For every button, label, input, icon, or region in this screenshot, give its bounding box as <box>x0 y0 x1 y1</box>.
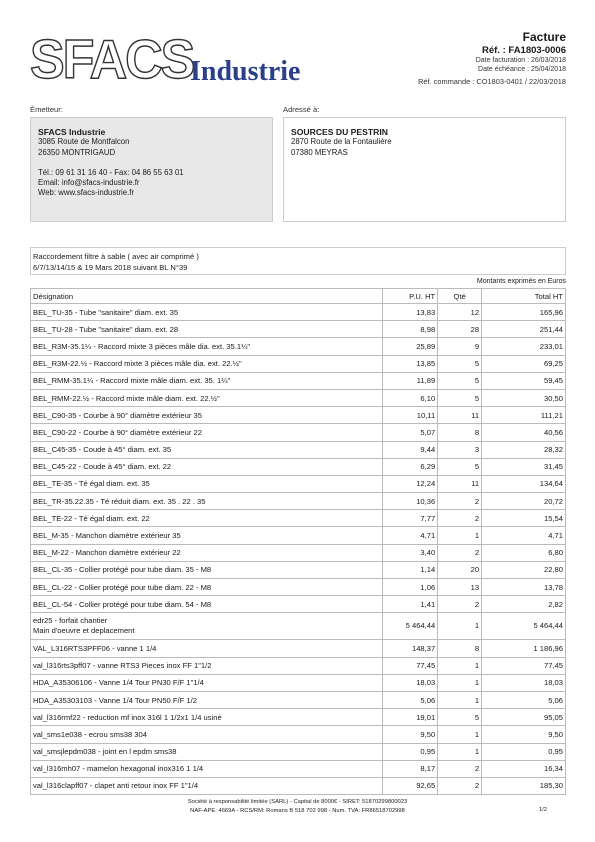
cell-quantity: 1 <box>438 743 482 760</box>
table-row <box>31 657 566 674</box>
cell-unit-price: 5,06 <box>383 691 438 708</box>
footer-line1: Société à responsabilité limitée (SARL) - Capital de 8000€ - SIRET: 51870299800023 <box>187 799 408 805</box>
table-row <box>31 355 566 372</box>
cell-quantity: 2 <box>438 510 482 527</box>
cell-total: 69,25 <box>482 355 566 372</box>
cell-designation <box>31 613 383 640</box>
currency-note: Montants exprimés en Euros <box>476 278 566 285</box>
col-unit-price: P.U. HT <box>383 289 438 304</box>
cell-total: 16,34 <box>482 760 566 777</box>
invoice-lines-table <box>30 288 566 795</box>
cell-quantity: 28 <box>438 321 482 338</box>
cell-total: 5 464,44 <box>482 613 566 640</box>
logo-brand: Industrie <box>190 56 301 87</box>
table-row <box>31 777 566 794</box>
cell-designation: val_l316rmf22 - reduction mf inox 316l 1 1/2x1 1/4 usiné <box>31 709 383 726</box>
cell-designation: HDA_A35303103 - Vanne 1/4 Tour PN50 F/F 1/2 <box>31 691 383 708</box>
cell-designation: BEL_C90-35 - Courbe à 90° diamètre extérieur 35 <box>31 407 383 424</box>
cell-designation: val_l316mh07 - mamelon hexagonal inox316 1 1/4 <box>31 760 383 777</box>
cell-unit-price: 9,50 <box>383 726 438 743</box>
col-total: Total HT <box>482 289 566 304</box>
company-logo <box>30 29 320 91</box>
cell-designation: val_smsjlepdm038 - joint en l epdm sms38 <box>31 743 383 760</box>
recipient-label: Adressé à: <box>283 105 320 114</box>
cell-unit-price: 12,24 <box>383 475 438 492</box>
cell-quantity: 1 <box>438 691 482 708</box>
order-ref: Réf. commande : CO1803-0401 / 22/03/2018 <box>418 77 566 86</box>
cell-unit-price: 1,06 <box>383 579 438 596</box>
cell-quantity: 2 <box>438 760 482 777</box>
recipient-box <box>283 117 566 222</box>
cell-total: 59,45 <box>482 372 566 389</box>
cell-designation: BEL_RMM-22.½ - Raccord mixte mâle diam. ext. 22.½" <box>31 389 383 406</box>
cell-total: 111,21 <box>482 407 566 424</box>
cell-quantity: 5 <box>438 372 482 389</box>
cell-designation: BEL_C90-22 - Courbe à 90° diamètre extérieur 22 <box>31 424 383 441</box>
cell-total: 5,06 <box>482 691 566 708</box>
cell-unit-price: 8,17 <box>383 760 438 777</box>
cell-designation: BEL_CL-35 - Collier protégé pour tube diam. 35 - M8 <box>31 561 383 578</box>
table-row <box>31 760 566 777</box>
cell-unit-price: 1,41 <box>383 596 438 613</box>
cell-designation: BEL_CL-54 - Collier protégé pour tube diam. 54 - M8 <box>31 596 383 613</box>
cell-total: 9,50 <box>482 726 566 743</box>
cell-unit-price: 7,77 <box>383 510 438 527</box>
table-row <box>31 674 566 691</box>
cell-designation: BEL_C45-22 - Coude à 45° diam. ext. 22 <box>31 458 383 475</box>
cell-unit-price: 25,89 <box>383 338 438 355</box>
cell-total: 95,05 <box>482 709 566 726</box>
table-row <box>31 304 566 321</box>
cell-total: 0,95 <box>482 743 566 760</box>
cell-unit-price: 19,01 <box>383 709 438 726</box>
cell-quantity: 11 <box>438 475 482 492</box>
cell-unit-price: 10,36 <box>383 493 438 510</box>
cell-total: 4,71 <box>482 527 566 544</box>
cell-designation: HDA_A35306106 - Vanne 1/4 Tour PN30 F/F 1"1/4 <box>31 674 383 691</box>
table-row <box>31 424 566 441</box>
emitter-label: Émetteur: <box>30 105 63 114</box>
legal-footer <box>0 798 595 815</box>
table-row <box>31 640 566 657</box>
cell-designation: BEL_TU-35 - Tube "sanitaire" diam. ext. 35 <box>31 304 383 321</box>
cell-quantity: 12 <box>438 304 482 321</box>
table-row <box>31 743 566 760</box>
cell-unit-price: 5,07 <box>383 424 438 441</box>
cell-designation: BEL_RMM-35.1¼ - Raccord mixte mâle diam. ext. 35. 1¼" <box>31 372 383 389</box>
invoice-title: Facture <box>522 30 566 44</box>
col-quantity: Qté <box>438 289 482 304</box>
object-line2: 6/7/13/14/15 & 19 Mars 2018 suivant BL N°39 <box>33 263 188 272</box>
table-header-row <box>31 289 566 304</box>
cell-unit-price: 18,03 <box>383 674 438 691</box>
emitter-address1: 3085 Route de Montfalcon <box>38 137 130 147</box>
cell-quantity: 5 <box>438 458 482 475</box>
cell-quantity: 1 <box>438 674 482 691</box>
invoice-date: Date facturation : 26/03/2018 <box>475 57 566 64</box>
emitter-name: SFACS Industrie <box>38 127 106 137</box>
emitter-email[interactable]: Email: info@sfacs-industrie.fr <box>38 178 140 188</box>
cell-quantity: 20 <box>438 561 482 578</box>
cell-quantity: 2 <box>438 544 482 561</box>
due-date: Date échéance : 25/04/2018 <box>478 66 566 73</box>
cell-designation: VAL_L316RTS3PFF06 - vanne 1 1/4 <box>31 640 383 657</box>
cell-total: 77,45 <box>482 657 566 674</box>
cell-unit-price: 9,44 <box>383 441 438 458</box>
table-row <box>31 726 566 743</box>
cell-designation: val_sms1e038 - ecrou sms38 304 <box>31 726 383 743</box>
table-row <box>31 441 566 458</box>
cell-total: 15,54 <box>482 510 566 527</box>
table-row <box>31 544 566 561</box>
cell-unit-price: 11,89 <box>383 372 438 389</box>
cell-quantity: 5 <box>438 389 482 406</box>
emitter-web[interactable]: Web: www.sfacs-industrie.fr <box>38 188 135 198</box>
emitter-phone: Tél.: 09 61 31 16 40 - Fax: 04 86 55 63 01 <box>38 167 184 177</box>
cell-unit-price: 3,40 <box>383 544 438 561</box>
footer-line2: NAF-APE: 4669A - RCS/RM: Romans B 518 702 998 - Num. TVA: FR86518702998 <box>190 807 405 814</box>
cell-total: 185,30 <box>482 777 566 794</box>
cell-unit-price: 77,45 <box>383 657 438 674</box>
recipient-address1: 2870 Route de la Fontaulière <box>291 137 392 147</box>
table-row <box>31 691 566 708</box>
cell-unit-price: 8,98 <box>383 321 438 338</box>
cell-total: 40,56 <box>482 424 566 441</box>
cell-quantity: 1 <box>438 657 482 674</box>
cell-total: 28,32 <box>482 441 566 458</box>
table-row <box>31 321 566 338</box>
cell-total: 13,78 <box>482 579 566 596</box>
cell-unit-price: 1,14 <box>383 561 438 578</box>
table-row <box>31 596 566 613</box>
cell-total: 18,03 <box>482 674 566 691</box>
table-row <box>31 493 566 510</box>
invoice-ref: Réf. : FA1803-0006 <box>482 45 566 56</box>
cell-quantity: 9 <box>438 338 482 355</box>
cell-designation: BEL_TU-28 - Tube "sanitaire" diam. ext. 28 <box>31 321 383 338</box>
cell-quantity: 11 <box>438 407 482 424</box>
recipient-name: SOURCES DU PESTRIN <box>291 127 388 137</box>
cell-quantity: 1 <box>438 726 482 743</box>
cell-total: 6,80 <box>482 544 566 561</box>
invoice-object <box>30 247 566 275</box>
cell-quantity: 5 <box>438 709 482 726</box>
emitter-box <box>30 117 273 222</box>
cell-quantity: 2 <box>438 777 482 794</box>
cell-designation: BEL_C45-35 - Coude à 45° diam. ext. 35 <box>31 441 383 458</box>
cell-designation: BEL_R3M-22.½ - Raccord mixte 3 pièces mâle dia. ext. 22.½" <box>31 355 383 372</box>
cell-designation: val_l316rts3pff07 - vanne RTS3 Pieces inox FF 1"1/2 <box>31 657 383 674</box>
cell-total: 2,82 <box>482 596 566 613</box>
cell-quantity: 8 <box>438 424 482 441</box>
logo-mark: SFACS <box>30 29 194 91</box>
cell-quantity: 8 <box>438 640 482 657</box>
object-line1: Raccordement filtre à sable ( avec air comprimé ) <box>33 252 199 261</box>
designation-detail: Main d'oeuvre et deplacement <box>33 626 135 636</box>
cell-unit-price: 0,95 <box>383 743 438 760</box>
table-row <box>31 338 566 355</box>
table-row <box>31 527 566 544</box>
recipient-address2: 07380 MEYRAS <box>291 147 348 157</box>
cell-quantity: 1 <box>438 613 482 640</box>
cell-unit-price: 5 464,44 <box>383 613 438 640</box>
table-row <box>31 372 566 389</box>
page-number: 1/2 <box>538 807 547 813</box>
table-row <box>31 613 566 640</box>
cell-total: 165,96 <box>482 304 566 321</box>
cell-designation: BEL_M-22 - Manchon diamètre extérieur 22 <box>31 544 383 561</box>
cell-designation: BEL_M-35 - Manchon diamètre extérieur 35 <box>31 527 383 544</box>
table-row <box>31 709 566 726</box>
table-row <box>31 561 566 578</box>
cell-quantity: 3 <box>438 441 482 458</box>
table-row <box>31 458 566 475</box>
table-row <box>31 579 566 596</box>
table-row <box>31 389 566 406</box>
cell-unit-price: 10,11 <box>383 407 438 424</box>
cell-unit-price: 6,29 <box>383 458 438 475</box>
invoice-header <box>418 30 566 86</box>
table-row <box>31 407 566 424</box>
cell-total: 233,01 <box>482 338 566 355</box>
cell-unit-price: 148,37 <box>383 640 438 657</box>
cell-unit-price: 13,85 <box>383 355 438 372</box>
emitter-address2: 26350 MONTRIGAUD <box>38 147 116 157</box>
cell-quantity: 2 <box>438 493 482 510</box>
cell-total: 1 186,96 <box>482 640 566 657</box>
cell-quantity: 13 <box>438 579 482 596</box>
cell-unit-price: 92,65 <box>383 777 438 794</box>
cell-designation: BEL_CL-22 - Collier protégé pour tube diam. 22 - M8 <box>31 579 383 596</box>
cell-total: 30,50 <box>482 389 566 406</box>
cell-total: 22,80 <box>482 561 566 578</box>
col-designation: Désignation <box>31 289 383 304</box>
cell-designation: BEL_TR-35.22.35 - Té réduit diam. ext. 35 . 22 . 35 <box>31 493 383 510</box>
cell-designation: BEL_R3M-35.1¼ - Raccord mixte 3 pièces mâle dia. ext. 35.1¼" <box>31 338 383 355</box>
cell-unit-price: 13,83 <box>383 304 438 321</box>
cell-quantity: 5 <box>438 355 482 372</box>
cell-quantity: 2 <box>438 596 482 613</box>
designation-line: edr25 - forfait chantier <box>33 616 108 626</box>
cell-unit-price: 4,71 <box>383 527 438 544</box>
cell-designation: val_l316clapff07 - clapet anti retour inox FF 1"1/4 <box>31 777 383 794</box>
table-row <box>31 510 566 527</box>
table-row <box>31 475 566 492</box>
cell-total: 134,64 <box>482 475 566 492</box>
cell-designation: BEL_TE-22 - Té égal diam. ext. 22 <box>31 510 383 527</box>
cell-unit-price: 6,10 <box>383 389 438 406</box>
cell-total: 251,44 <box>482 321 566 338</box>
cell-quantity: 1 <box>438 527 482 544</box>
cell-designation: BEL_TE-35 - Té égal diam. ext. 35 <box>31 475 383 492</box>
cell-total: 20,72 <box>482 493 566 510</box>
cell-total: 31,45 <box>482 458 566 475</box>
